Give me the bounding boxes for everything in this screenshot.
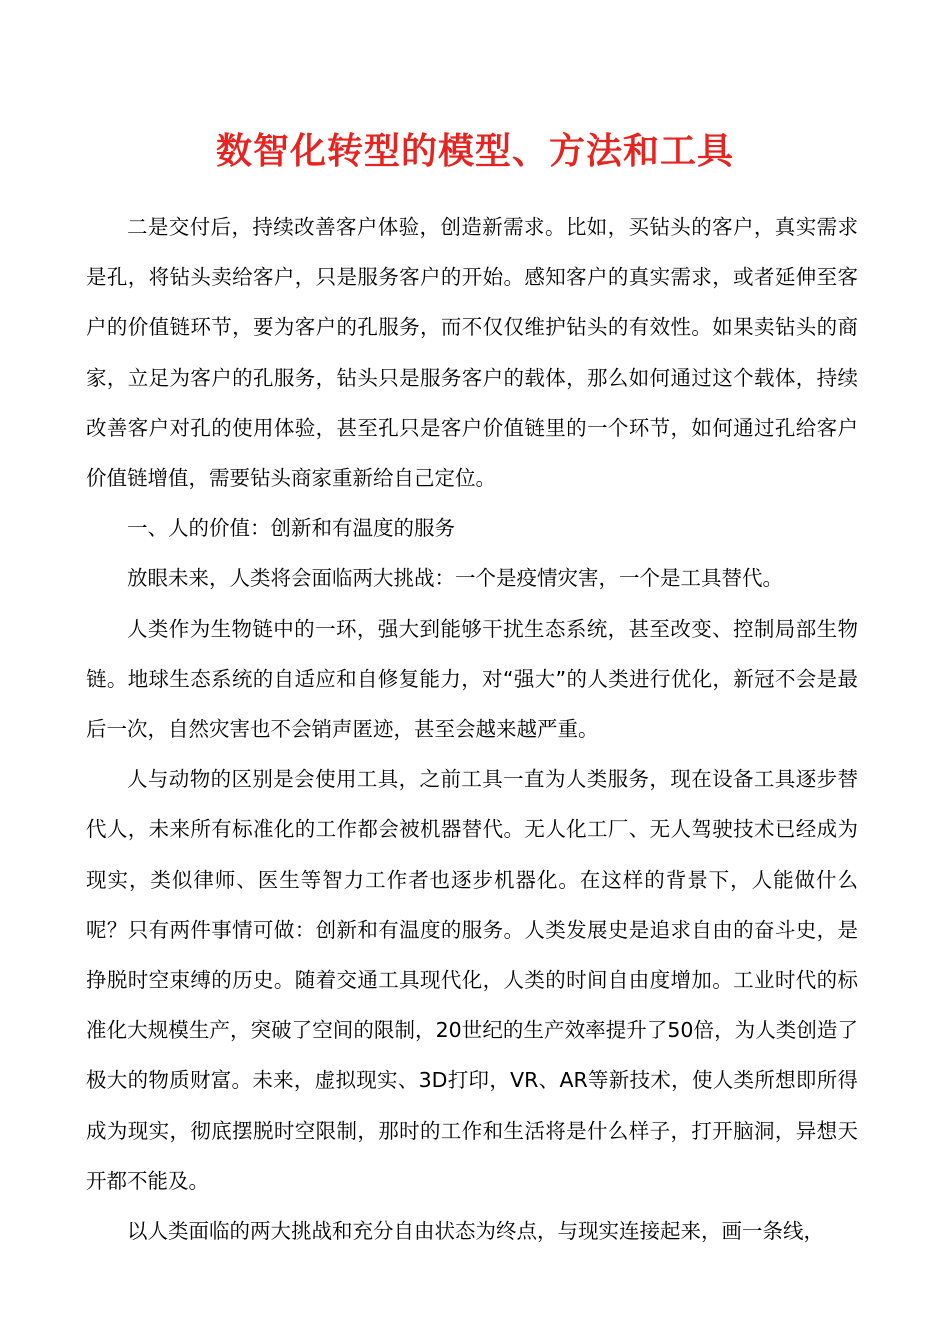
document-body	[86, 202, 858, 1256]
paragraph: 人类作为生物链中的一环，强大到能够干扰生态系统，甚至改变、控制局部生物链。地球生态系统的自适应和自修复能力，对“强大”的人类进行优化，新冠不会是最后一次，自然灾害也不会销声匿迹，甚至会越来越严重。	[86, 616, 858, 742]
document-title: 数智化转型的模型、方法和工具	[215, 131, 734, 173]
paragraph: 二是交付后，持续改善客户体验，创造新需求。比如，买钻头的客户，真实需求是孔，将钻头卖给客户，只是服务客户的开始。感知客户的真实需求，或者延伸至客户的价值链环节，要为客户的孔服务，而不仅仅维护钻头的有效性。如果卖钻头的商家，立足为客户的孔服务，钻头只是服务客户的载体，那么如何通过这个载体，持续改善客户对孔的使用体验，甚至孔只是客户价值链里的一个环节，如何通过孔给客户价值链增值，需要钻头商家重新给自己定位。	[86, 215, 858, 491]
paragraph: 人与动物的区别是会使用工具，之前工具一直为人类服务，现在设备工具逐步替代人，未来所有标准化的工作都会被机器替代。无人化工厂、无人驾驶技术已经成为现实，类似律师、医生等智力工作者也逐步机器化。在这样的背景下，人能做什么呢？只有两件事情可做：创新和有温度的服务。人类发展史是追求自由的奋斗史，是挣脱时空束缚的历史。随着交通工具现代化，人类的时间自由度增加。工业时代的标准化大规模生产，突破了空间的限制，20世纪的生产效率提升了50倍，为人类创造了极大的物质财富。未来，虚拟现实、3D打印，VR、AR等新技术，使人类所想即所得成为现实，彻底摆脱时空限制，那时的工作和生活将是什么样子，打开脑洞，异想天开都不能及。	[86, 767, 858, 1193]
section-heading: 一、人的价值：创新和有温度的服务	[127, 516, 455, 541]
paragraph: 放眼未来，人类将会面临两大挑战：一个是疫情灾害，一个是工具替代。	[127, 566, 783, 591]
paragraph: 以人类面临的两大挑战和充分自由状态为终点，与现实连接起来，画一条线，	[127, 1219, 824, 1244]
